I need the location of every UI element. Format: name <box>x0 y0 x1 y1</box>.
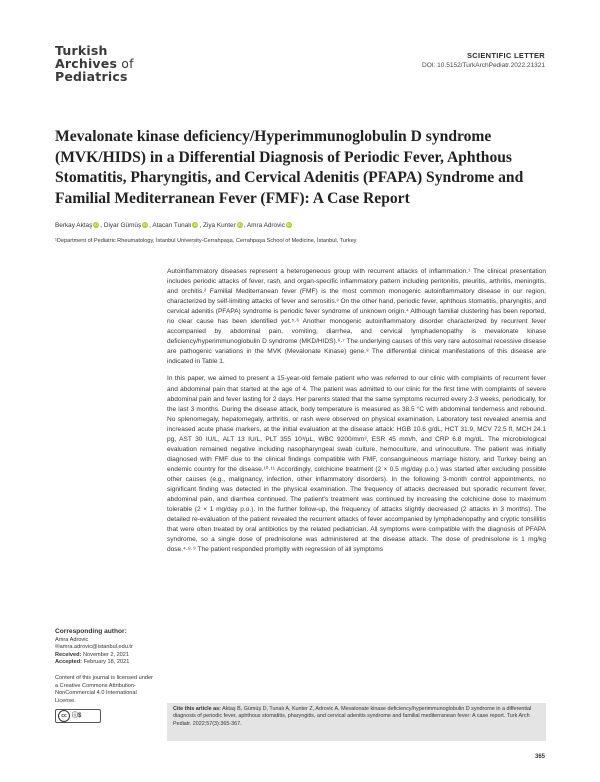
article-title: Mevalonate kinase deficiency/Hyperimmunoglobulin D syndrome (MVK/HIDS) in a Differential Diagnosis of Periodic Fever, Aphthous Stomatitis, Pharyngitis, and Cervical Adenitis (PFAPA) Syndrome and Familial Mediterranean Fever (FMF): A Case Report <box>55 128 524 207</box>
journal-logo-line2a: Archives <box>55 56 118 71</box>
author-name: Amra Adrovic <box>246 222 285 229</box>
orcid-icon[interactable]: iD <box>143 222 148 228</box>
corresponding-author-box <box>55 628 155 723</box>
cc-attribution-icon: ⓘ$ <box>72 712 82 719</box>
article-body <box>167 267 546 562</box>
license-text: Content of this journal is licensed under a Creative Commons Attribution-NonCommercial 4.0 International License. <box>55 674 153 704</box>
corresponding-email[interactable]: ✉amra.adrovic@istanbul.edu.tr <box>55 644 133 651</box>
cc-logo-icon: cc <box>58 710 70 722</box>
journal-logo-line1: Turkish <box>55 43 108 58</box>
citation-label: Cite this article as: <box>173 706 221 712</box>
corresponding-heading: Corresponding author: <box>55 628 127 635</box>
orcid-icon[interactable]: iD <box>237 222 242 228</box>
received-date: November 2, 2021 <box>81 651 130 658</box>
body-paragraph: Autoinflammatory diseases represent a heterogeneous group with recurrent attacks of inflammation.¹ The clinical presentation includes periodic attacks of fever, rash, and organ-specific inflammatory pattern including peritonitis, pleuritis, arthritis, meningitis, and orchitis.² Familial Mediterranean fever (FMF) is the most common monogenic autoinflammatory disease in our region, characterized by self-limiting attacks of fever and serositis.³ On the other hand, periodic fever, aphthous stomatitis, pharyngitis, and cervical adenitis (PFAPA) syndrome is periodic fever syndrome of unknown origin.⁴ Although familial clustering has been reported, no clear cause has been identified yet.⁵·⁶ Another monogenic autoinflammatory disorder characterized by recurrent fever accompanied by abdominal pain, vomiting, diarrhea, and cervical lymphadenopathy is mevalonate kinase deficiency/hyperimmunoglobulin D syndrome (MKD/HIDS).⁶·⁷ The underlying causes of this very rare autosomal recessive disease are pathogenic variations in the MVK (Mevalonate Kinase) gene.⁸ The differential clinical manifestations of this disease are indicated in Table 1. <box>167 268 546 366</box>
journal-logo-line3: Pediatrics <box>55 69 128 84</box>
journal-logo <box>55 44 134 83</box>
received-label: Received: <box>55 651 82 658</box>
body-paragraph: In this paper, we aimed to present a 15-year-old female patient who was referred to our clinic with complaints of recurrent fever and abdominal pain that started at the age of 4. The patient was admitted to our clinic for the first time with complaints of severe abdominal pain and fever lasting for 2 days. Her parents stated that the same symptoms recurred every 2-3 weeks, periodically, for the last 3 months. During the disease attack, body temperature is measured as 38.5 °C with abdominal tenderness and rebound. No splenomegaly, hepatomegaly, arthritis, or rash were observed on physical examination. Laboratory test revealed anemia and increased acute phase markers, at the initial evaluation at the disease attack: HGB 10.6 g/dL, HCT 31.9, MCV 72.5 fl, MCH 24.1 pg, AST 30 IU/L, ALT 13 IU/L, PLT 355 10³/µL, WBC 9200/mm³, ESR 45 mm/h, and CRP 6.8 mg/dL. The microbiological evaluation remained negative including nasopharyngeal swab culture, hemoculture, and urinoculture. The patient was initially diagnosed with FMF due to the clinical findings compatible with FMF, consanguineous marriage history, and Turkey being an endemic country for the disease.¹⁰·¹¹ Accordingly, colchicine treatment (2 × 0.5 mg/day p.o.) was started after excluding possible other causes (e.g., malignancy, infection, other inflammatory disorders). In the following 3-month control appointments, no significant finding was detected in the physical examination. The frequency of attacks decreased but sporadic recurrent fever, abdominal pain, and diarrhea continued. The patient's treatment was continued by increasing the colchicine dose to maximum tolerable (2 × 1 mg/day p.o.). In the further follow-up, the frequency of attacks slightly decreased (2 attacks in 3 months). The detailed re-evaluation of the patient revealed the recurrent attacks of fever accompanied by lymphadenopathy and cryptic tonsillitis that were often treated by oral antibiotics by the related pediatrician. All symptoms were compatible with the diagnosis of PFAPA syndrome, so a single dose of prednisolone was administered at the disease attack. The dose of prednisolone is 1 mg/kg dose.⁴·⁸·⁹ The patient responded promptly with regression of all symptoms <box>167 375 546 554</box>
author-name: Diyar Gümüş <box>103 222 142 229</box>
citation-box <box>167 703 546 741</box>
creative-commons-icon[interactable] <box>55 709 101 723</box>
corresponding-name: Amra Adrovic <box>55 636 89 643</box>
orcid-icon[interactable]: iD <box>287 222 291 228</box>
orcid-icon[interactable]: iD <box>94 222 99 228</box>
accepted-label: Accepted: <box>55 659 83 666</box>
author-name: Atacan Tunalı <box>152 222 192 229</box>
doi[interactable]: DOI: 10.5152/TurkArchPediatr.2022.21321 <box>422 62 545 69</box>
author-name: Ziya Kunter <box>203 222 236 229</box>
author-list: Berkay Aktaş iD , Diyar Gümüş iD , Atacan Tunalı iD , Ziya Kunter iD , Amra Adrovic iD <box>55 222 291 229</box>
article-type: SCIENTIFIC LETTER <box>466 51 545 60</box>
page-number: 365 <box>534 754 545 760</box>
author-name: Berkay Aktaş <box>55 222 93 229</box>
citation-text: Aktaş B, Gümüş D, Tunalı A, Kunter Z, Adrovic A. Mevalonate kinase deficiency/hyperimmunoglobulin D syndrome in a differential diagnosis of periodic fever, aphthous stomatitis, pharyngitis, and cervical adenitis syndrome and familial mediterranean fever: A case report. Turk Arch Pediatr. 2022;57(3):365-367. <box>173 706 532 727</box>
accepted-date: February 18, 2021 <box>82 659 130 666</box>
journal-logo-line2b: of <box>117 56 134 71</box>
orcid-icon[interactable]: iD <box>193 222 198 228</box>
affiliation: ¹Department of Pediatric Rheumatology, İstanbul University-Cerrahpaşa, Cerrahpaşa School of Medicine, İstanbul, Turkey <box>55 238 357 244</box>
